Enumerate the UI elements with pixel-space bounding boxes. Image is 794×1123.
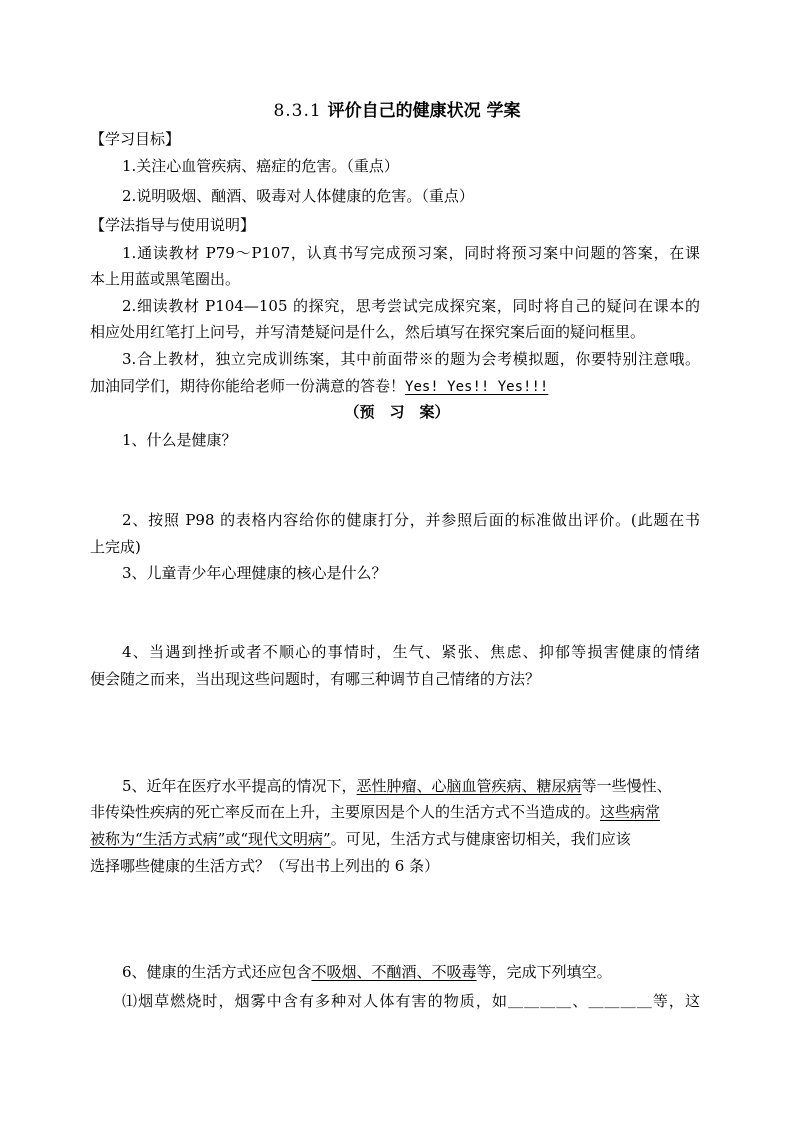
guide-item-1-line-2: 本上用蓝或黑笔圈出。 <box>90 270 241 288</box>
objective-item-1: 1.关注心血管疾病、癌症的危害。（重点） <box>122 157 399 175</box>
question-4-line-1: 4、当遇到挫折或者不顺心的事情时，生气、紧张、焦虑、抑郁等损害健康的情绪 <box>122 643 700 661</box>
question-5-line-3 <box>90 829 631 849</box>
q6-underlined: 不吸烟、不酗酒、不吸毒 <box>311 963 477 981</box>
q5-line3-text: 。可见，生活方式与健康密切相关，我们应该 <box>330 830 631 848</box>
question-4-line-2: 便会随之而来，当出现这些问题时，有哪三种调节自己情绪的方法？ <box>90 670 541 688</box>
guide-cheer-line <box>90 376 548 397</box>
q6-text-post: 等，完成下列填空。 <box>476 963 612 981</box>
question-6-sub-1: ⑴烟草燃烧时，烟雾中含有多种对人体有害的物质，如＿＿＿＿、＿＿＿＿等，这 <box>122 992 700 1010</box>
page-title <box>0 101 794 121</box>
q6-text-pre: 6、健康的生活方式还应包含 <box>122 963 312 981</box>
question-5-line-2 <box>90 802 660 822</box>
guide-item-2-line-2: 相应处用红笔打上问号，并写清楚疑问是什么，然后填写在探究案后面的疑问框里。 <box>90 323 646 341</box>
question-6-line-1 <box>122 962 612 982</box>
guide-item-2-line-1: 2.细读教材 P104—105 的探究，思考尝试完成探究案，同时将自己的疑问在课本的 <box>122 297 700 315</box>
q5-text-pre: 5、近年在医疗水平提高的情况下， <box>122 777 357 795</box>
q5-text-post: 等一些慢性、 <box>581 777 672 795</box>
objective-item-2: 2.说明吸烟、酗酒、吸毒对人体健康的危害。（重点） <box>122 187 474 205</box>
guide-item-3-line-1: 3.合上教材，独立完成训练案，其中前面带※的题为会考模拟题，你要特别注意哦。 <box>122 350 700 368</box>
q5-line3-underlined: 被称为“生活方式病”或“现代文明病” <box>90 830 331 848</box>
question-5-line-1 <box>122 776 672 796</box>
question-2-line-1: 2、按照 P98 的表格内容给你的健康打分，并参照后面的标准做出评价。(此题在书 <box>122 511 700 529</box>
guide-heading: 【学法指导与使用说明】 <box>90 216 256 234</box>
question-3: 3、儿童青少年心理健康的核心是什么？ <box>122 564 387 582</box>
q5-line2-text: 非传染性疾病的死亡率反而在上升，主要原因是个人的生活方式不当造成的。 <box>90 803 601 821</box>
preview-heading: （预 习 案） <box>344 403 450 421</box>
question-2-line-2: 上完成) <box>90 538 141 556</box>
yes-text: Yes! Yes!! Yes!!! <box>405 379 549 395</box>
title-text: 评价自己的健康状况 学案 <box>327 101 521 121</box>
question-5-line-4: 选择哪些健康的生活方式？（写出书上列出的 6 条） <box>90 857 440 875</box>
guide-item-1-line-1: 1.通读教材 P79～P107，认真书写完成预习案，同时将预习案中问题的答案，在课 <box>122 244 700 262</box>
objectives-heading: 【学习目标】 <box>90 130 181 148</box>
cheer-text: 加油同学们，期待你能给老师一份满意的答卷！ <box>90 377 406 395</box>
title-number: 8.3.1 <box>273 101 322 121</box>
q5-underlined-diseases: 恶性肿瘤、心脑血管疾病、糖尿病 <box>356 777 582 795</box>
q5-line2-underlined: 这些病常 <box>600 803 661 821</box>
question-1: 1、什么是健康？ <box>122 431 237 449</box>
